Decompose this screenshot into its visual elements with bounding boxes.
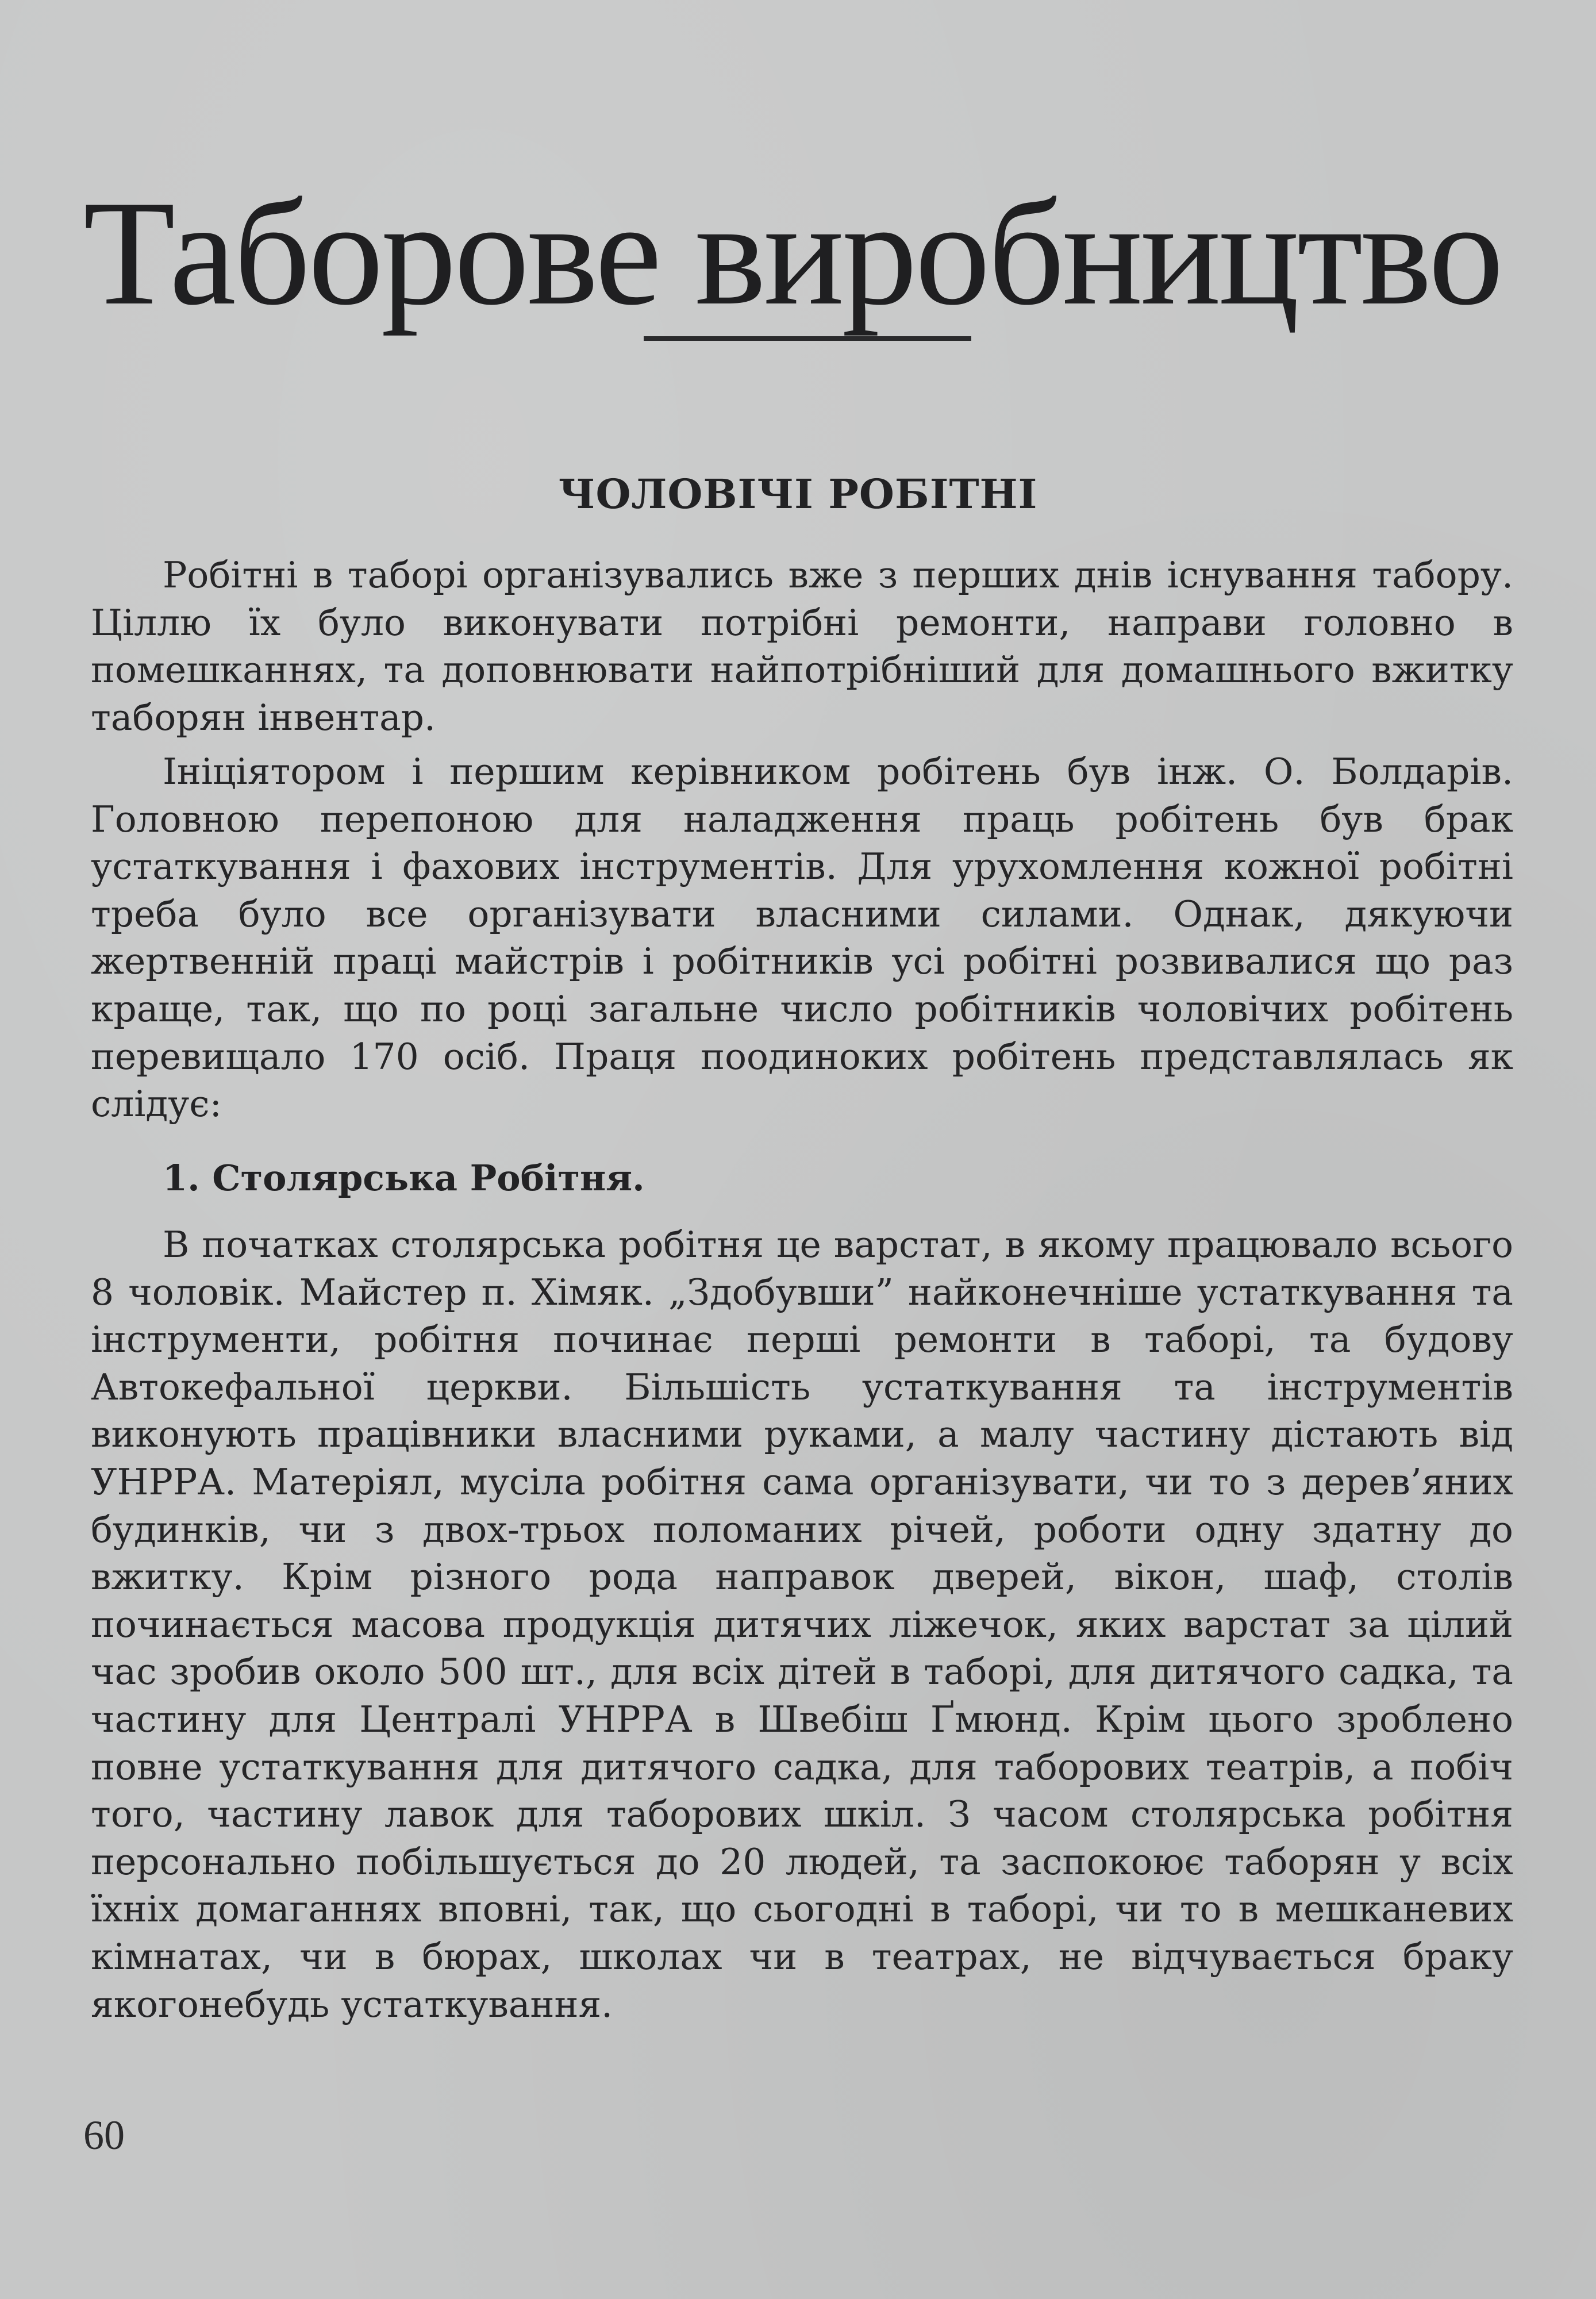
paragraph-text: Ініціятором і першим керівником робітень був інж. О. Болдарів. Головною перепоною для наладження праць робітень був брак устаткування і фахових інструментів. Для урухомлення кожної робітні треба було все організувати власними силами. Однак, дякуючи жертвенній праці майстрів і робітників усі робітні розвивалися що раз краще, так, що по році загальне число робітників чоловічих робітень перевищало 170 осіб. Праця поодиноких робітень представлялась як слідує:: [91, 751, 1513, 1125]
title-underline-rule: [644, 336, 971, 341]
section-heading: ЧОЛОВІЧІ РОБІТНІ: [558, 470, 1038, 518]
paragraph-text: В початках столярська робітня це варстат, в якому працювало всього 8 чоловік. Майстер п. Хімяк. „Здобувши” найконечніше устаткування та інструменти, робітня починає перші ремонти в таборі, та будову Автокефальної церкви. Більшість устаткування та інструментів виконують працівники власними руками, а малу частину дістають від УНРРА. Матеріял, мусіла робітня сама організувати, чи то з дерев’яних будинків, чи з двох-трьох поломаних річей, роботи одну здатну до вжитку. Крім різного рода направок дверей, вікон, шаф, столів починається масова продукція дитячих ліжечок, яких варстат за цілий час зробив около 500 шт., для всіх дітей в таборі, для дитячого садка, та частину для Централі УНРРА в Швебіш Ґмюнд. Крім цього зроблено повне устаткування для дитячого садка, для таборових театрів, а побіч того, частину лавок для таборових шкіл. З часом столярська робітня персонально побільшується до 20 людей, та заспокоює таборян у всіх їхніх домаганнях вповні, так, що сьогодні в таборі, чи то в мешканевих кімнатах, чи в бюрах, школах чи в театрах, не відчувається браку якогонебудь устаткування.: [91, 1224, 1513, 2025]
paragraph-3: [91, 1221, 1513, 2028]
page-number: 60: [83, 2112, 125, 2158]
page-title: Таборове виробництво: [83, 170, 1502, 336]
paragraph-1: [91, 552, 1513, 741]
paragraph-text: Робітні в таборі організувались вже з перших днів існування табору. Ціллю їх було виконувати потрібні ремонти, направи головно в помешканнях, та доповнювати найпотрібніший для домашнього вжитку таборян інвентар.: [91, 554, 1513, 739]
paragraph-2: [91, 748, 1513, 1128]
subsection-heading: 1. Столярська Робітня.: [163, 1157, 645, 1199]
